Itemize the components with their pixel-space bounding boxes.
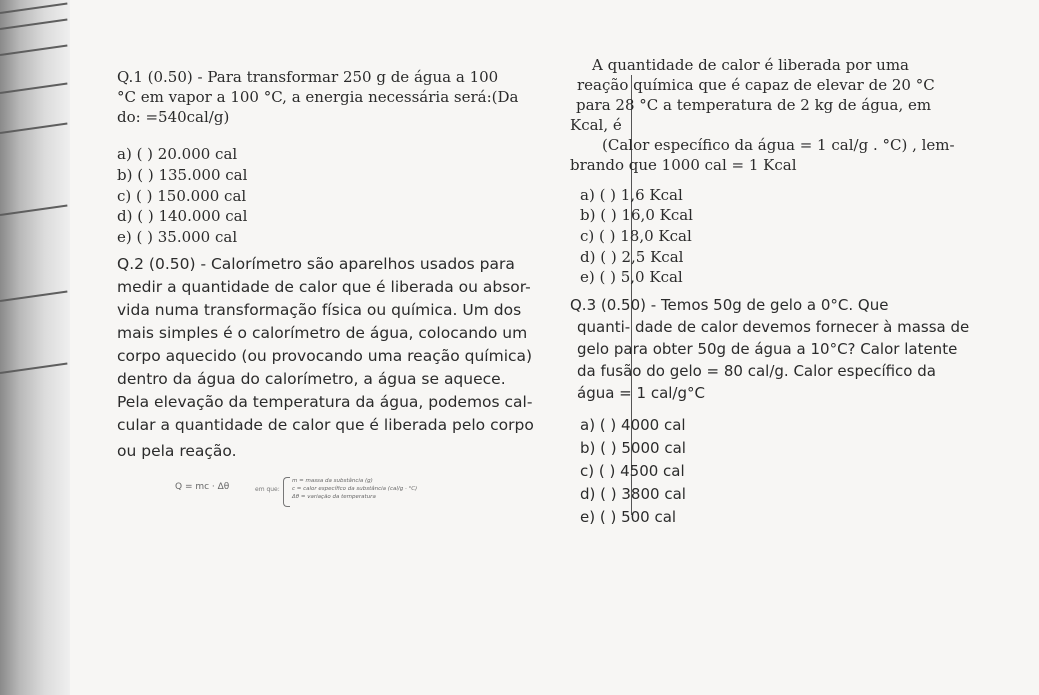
qr1-line: A quantidade de calor é liberada por uma bbox=[592, 56, 909, 74]
q1-option-a[interactable]: a) ( ) 20.000 cal bbox=[117, 145, 238, 163]
qr1-option-b[interactable]: b) ( ) 16,0 Kcal bbox=[580, 206, 693, 224]
q2-line: ou pela reação. bbox=[117, 442, 237, 460]
q2-brace bbox=[283, 477, 290, 507]
q1-line: Q.1 (0.50) - Para transformar 250 g de água a 100 bbox=[117, 68, 499, 86]
q1-option-b[interactable]: b) ( ) 135.000 cal bbox=[117, 166, 248, 184]
q2-line: medir a quantidade de calor que é liberada ou absor- bbox=[117, 278, 531, 296]
q1-line: do: =540cal/g) bbox=[117, 108, 230, 126]
q2-formula: Q = mc · Δθ bbox=[175, 482, 230, 492]
q2-line: Pela elevação da temperatura da água, podemos cal- bbox=[117, 393, 533, 411]
q1-option-c[interactable]: c) ( ) 150.000 cal bbox=[117, 187, 247, 205]
q3-option-c[interactable]: c) ( ) 4500 cal bbox=[580, 462, 685, 480]
qr1-option-e[interactable]: e) ( ) 5,0 Kcal bbox=[580, 268, 683, 286]
q2-line: mais simples é o calorímetro de água, colocando um bbox=[117, 324, 528, 342]
q3-option-a[interactable]: a) ( ) 4000 cal bbox=[580, 416, 686, 434]
q2-legend-line: Δθ = variação da temperatura bbox=[292, 494, 376, 500]
q3-line: da fusão do gelo = 80 cal/g. Calor específico da bbox=[577, 362, 936, 380]
q3-line: gelo para obter 50g de água a 10°C? Calor latente bbox=[577, 340, 958, 358]
qr1-line: (Calor específico da água = 1 cal/g . °C) , lem- bbox=[602, 136, 955, 154]
q3-line: água = 1 cal/g°C bbox=[577, 384, 705, 402]
q2-legend-line: c = calor específico da substância (cal/g · °C) bbox=[292, 486, 418, 492]
q3-option-e[interactable]: e) ( ) 500 cal bbox=[580, 508, 677, 526]
q3-line: Q.3 (0.50) - Temos 50g de gelo a 0°C. Que bbox=[570, 296, 889, 314]
qr1-line: para 28 °C a temperatura de 2 kg de água, em bbox=[576, 96, 932, 114]
worksheet-page bbox=[70, 0, 1039, 695]
q2-em-que: em que: bbox=[255, 486, 280, 493]
q2-line: cular a quantidade de calor que é liberada pelo corpo bbox=[117, 416, 534, 434]
q1-option-d[interactable]: d) ( ) 140.000 cal bbox=[117, 207, 248, 225]
qr1-option-a[interactable]: a) ( ) 1,6 Kcal bbox=[580, 186, 683, 204]
q2-legend-line: m = massa da substância (g) bbox=[292, 478, 373, 484]
qr1-option-c[interactable]: c) ( ) 18,0 Kcal bbox=[580, 227, 692, 245]
qr1-option-d[interactable]: d) ( ) 2,5 Kcal bbox=[580, 248, 684, 266]
q2-line: Q.2 (0.50) - Calorímetro são aparelhos usados para bbox=[117, 255, 515, 273]
qr1-line: brando que 1000 cal = 1 Kcal bbox=[570, 156, 797, 174]
q3-option-b[interactable]: b) ( ) 5000 cal bbox=[580, 439, 686, 457]
q3-line: quanti- dade de calor devemos fornecer à massa de bbox=[577, 318, 970, 336]
q1-line: °C em vapor a 100 °C, a energia necessária será:(Da bbox=[117, 88, 519, 106]
q2-line: corpo aquecido (ou provocando uma reação química) bbox=[117, 347, 533, 365]
qr1-line: Kcal, é bbox=[570, 116, 622, 134]
q2-line: dentro da água do calorímetro, a água se aquece. bbox=[117, 370, 506, 388]
q2-line: vida numa transformação física ou química. Um dos bbox=[117, 301, 522, 319]
q3-option-d[interactable]: d) ( ) 3800 cal bbox=[580, 485, 686, 503]
qr1-line: reação química que é capaz de elevar de 20 °C bbox=[577, 76, 935, 94]
notebook-binding bbox=[0, 0, 70, 695]
q1-option-e[interactable]: e) ( ) 35.000 cal bbox=[117, 228, 238, 246]
